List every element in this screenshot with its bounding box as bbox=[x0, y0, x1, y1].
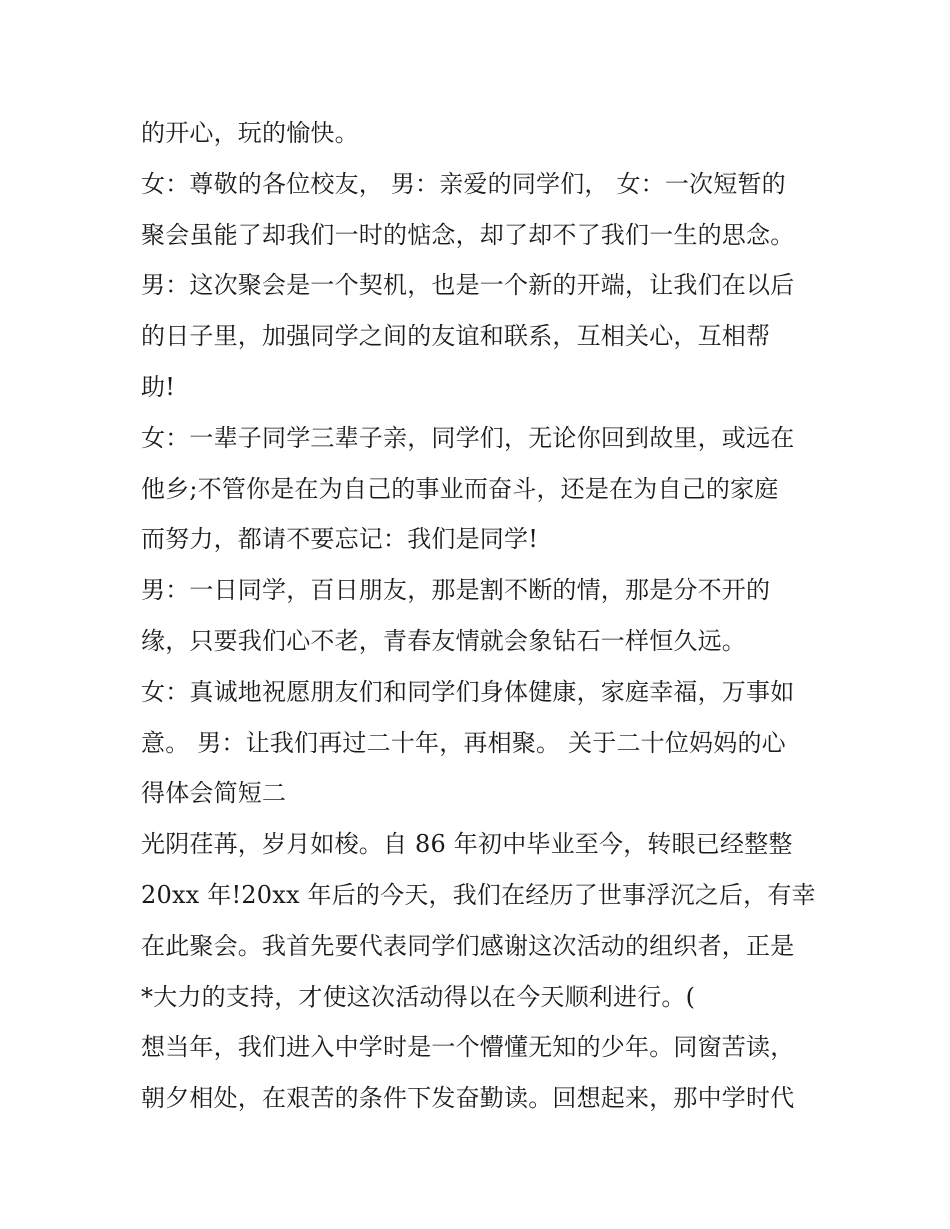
text-line: *大力的支持，才使这次活动得以在今天顺利进行。( bbox=[141, 982, 696, 1011]
text-line: 朝夕相处，在艰苦的条件下发奋勤读。回想起来，那中学时代 bbox=[141, 1084, 795, 1113]
text-line: 意。 男：让我们再过二十年，再相聚。 关于二十位妈妈的心 bbox=[141, 728, 786, 757]
text-line: 光阴荏苒，岁月如梭。自 86 年初中毕业至今，转眼已经整整 bbox=[141, 830, 793, 859]
text-line: 女：尊敬的各位校友， 男：亲爱的同学们， 女：一次短暂的 bbox=[141, 169, 786, 198]
text-line: 在此聚会。我首先要代表同学们感谢这次活动的组织者，正是 bbox=[141, 931, 795, 960]
text-line: 20xx 年!20xx 年后的今天，我们在经历了世事浮沉之后，有幸 bbox=[141, 880, 816, 909]
text-line: 而努力，都请不要忘记：我们是同学! bbox=[141, 525, 539, 554]
text-line: 助! bbox=[141, 372, 176, 401]
text-line: 想当年，我们进入中学时是一个懵懂无知的少年。同窗苦读， bbox=[141, 1033, 795, 1062]
document-body bbox=[141, 108, 821, 1124]
text-line: 女：一辈子同学三辈子亲，同学们，无论你回到故里，或远在 bbox=[141, 423, 795, 452]
text-line: 男：一日同学，百日朋友，那是割不断的情，那是分不开的 bbox=[141, 576, 771, 605]
text-line: 女：真诚地祝愿朋友们和同学们身体健康，家庭幸福，万事如 bbox=[141, 677, 795, 706]
text-line: 的开心，玩的愉快。 bbox=[141, 119, 359, 147]
text-line: 得体会简短二 bbox=[141, 779, 287, 808]
text-line: 缘，只要我们心不老，青春友情就会象钻石一样恒久远。 bbox=[141, 626, 746, 655]
text-line: 他乡;不管你是在为自己的事业而奋斗，还是在为自己的家庭 bbox=[141, 474, 779, 503]
text-line: 聚会虽能了却我们一时的惦念，却了却不了我们一生的思念。 bbox=[141, 220, 795, 249]
text-line: 的日子里，加强同学之间的友谊和联系，互相关心，互相帮 bbox=[141, 322, 771, 351]
text-line: 男：这次聚会是一个契机，也是一个新的开端，让我们在以后 bbox=[141, 271, 795, 300]
